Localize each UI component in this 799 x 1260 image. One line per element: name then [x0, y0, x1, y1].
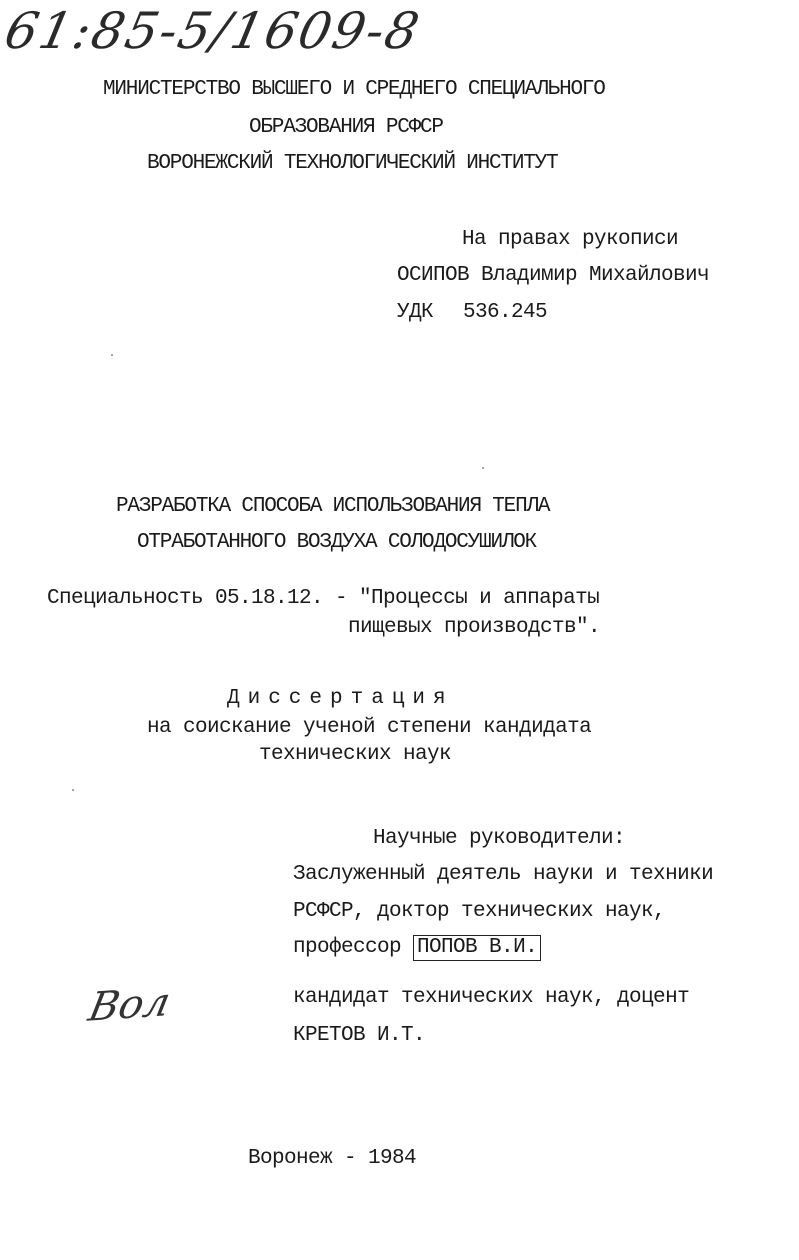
scan-speck [111, 354, 113, 356]
dissertation-heading: Диссертация [227, 687, 454, 710]
specialty-line1: Специальность 05.18.12. - "Процессы и аппараты [47, 587, 600, 610]
dissertation-line2: технических наук [259, 743, 452, 766]
handwritten-signature: Вол [84, 979, 175, 1031]
supervisor1-line1: Заслуженный деятель науки и техники [293, 863, 714, 886]
udk-label: УДК [397, 301, 434, 324]
udk-value: 536.245 [463, 301, 548, 324]
scan-speck [482, 467, 484, 469]
archive-handwritten-note: 61:85-5/1609-8 [0, 2, 426, 60]
supervisor2-line1: кандидат технических наук, доцент [293, 986, 690, 1009]
dissertation-line1: на соискание ученой степени кандидата [147, 716, 592, 739]
thesis-title-line2: ОТРАБОТАННОГО ВОЗДУХА СОЛОДОСУШИЛОК [137, 531, 537, 554]
manuscript-rights: На правах рукописи [462, 228, 679, 251]
thesis-title-line1: РАЗРАБОТКА СПОСОБА ИСПОЛЬЗОВАНИЯ ТЕПЛА [116, 495, 550, 518]
supervisor1-line2: РСФСР, доктор технических наук, [293, 900, 666, 923]
ministry-header-line2: ОБРАЗОВАНИЯ РСФСР [249, 116, 443, 139]
city-year: Воронеж - 1984 [248, 1147, 417, 1170]
supervisors-heading: Научные руководители: [373, 827, 626, 850]
supervisor1-name-box: ПОПОВ В.И. [413, 935, 541, 961]
author-name: ОСИПОВ Владимир Михайлович [397, 264, 710, 287]
supervisor1-line3 [293, 935, 541, 961]
specialty-line2: пищевых производств". [348, 616, 601, 639]
supervisor2-name: КРЕТОВ И.Т. [293, 1024, 426, 1047]
ministry-header-line1: МИНИСТЕРСТВО ВЫСШЕГО И СРЕДНЕГО СПЕЦИАЛЬНОГО [103, 78, 605, 101]
scan-speck [72, 789, 74, 791]
institute-name: ВОРОНЕЖСКИЙ ТЕХНОЛОГИЧЕСКИЙ ИНСТИТУТ [147, 152, 558, 175]
supervisor1-title: профессор [293, 936, 402, 959]
